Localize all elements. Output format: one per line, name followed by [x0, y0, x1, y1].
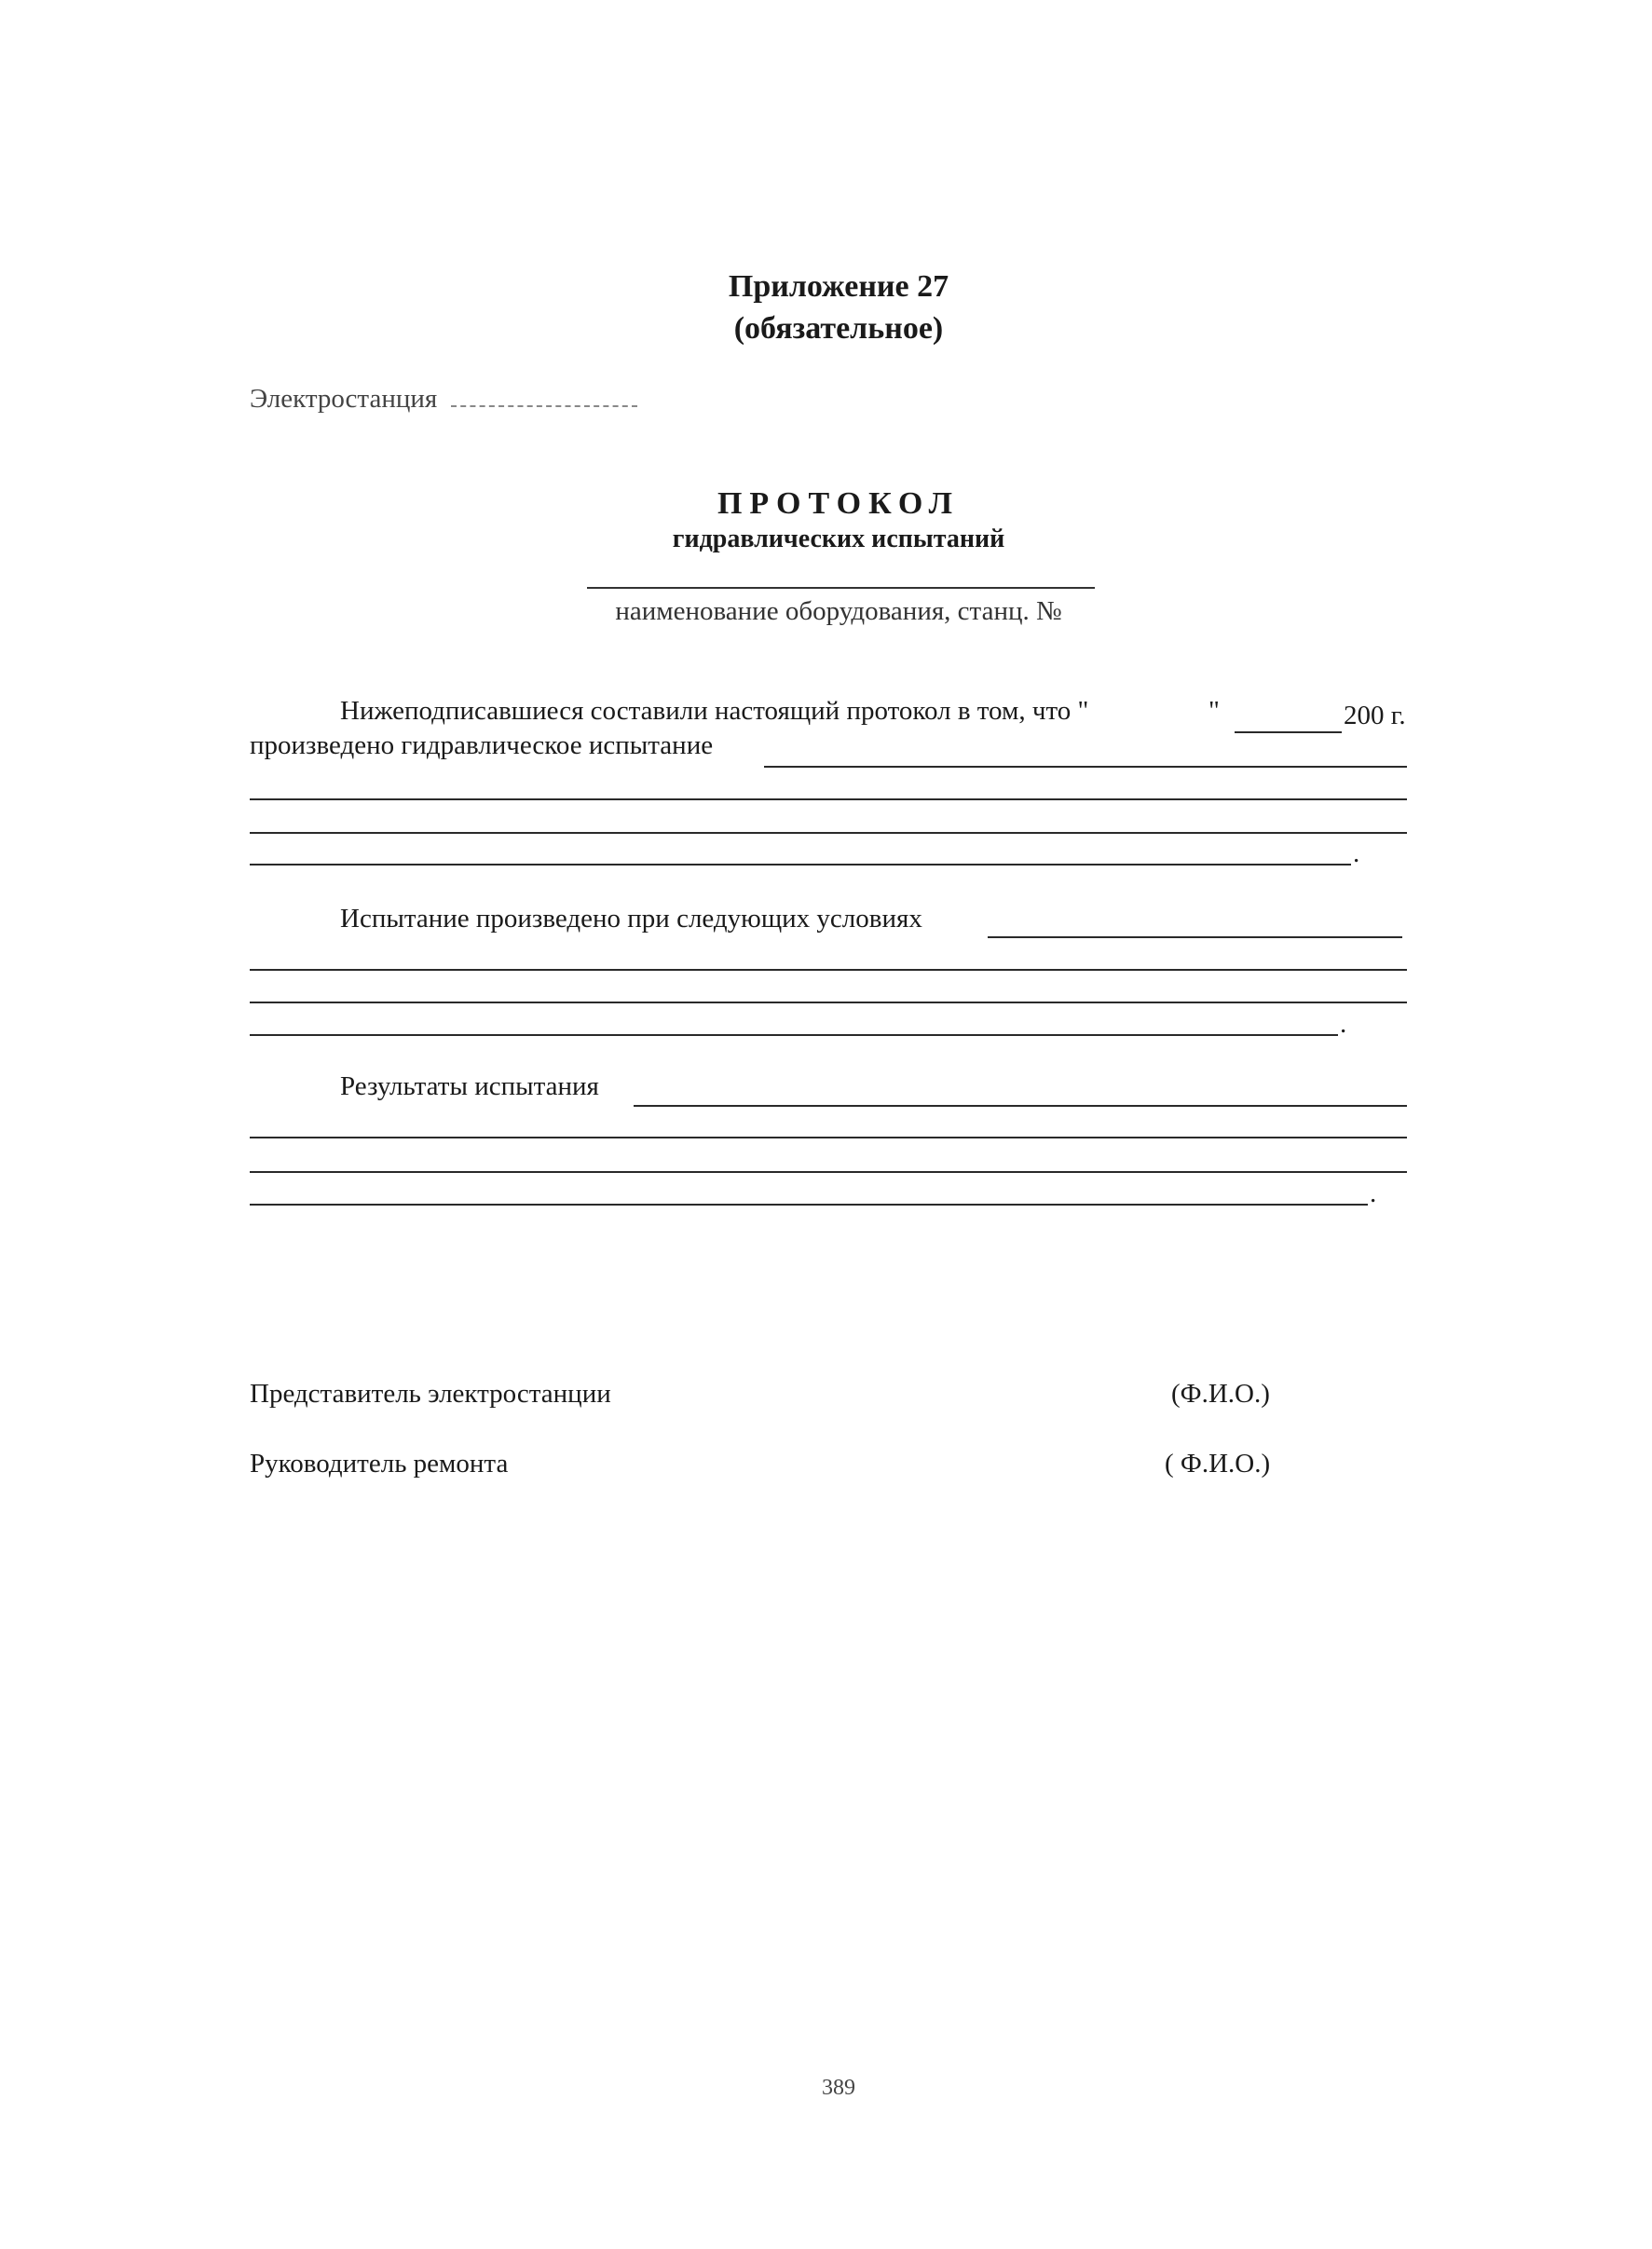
test-fill-line-2[interactable] [250, 798, 1407, 800]
test-fill-line-3[interactable] [250, 832, 1407, 834]
intro-year: 200 г. [1344, 701, 1406, 730]
conditions-period: . [1340, 1009, 1347, 1039]
results-fill-line-4[interactable] [250, 1204, 1368, 1206]
equipment-fill-line[interactable] [587, 587, 1095, 589]
results-fill-line-1[interactable] [634, 1105, 1407, 1107]
appendix-title: Приложение 27 [728, 269, 949, 304]
test-fill-line-1[interactable] [764, 766, 1407, 768]
appendix-subtitle: (обязательное) [733, 311, 944, 346]
protocol-title: ПРОТОКОЛ [717, 486, 961, 521]
conditions-text: Испытание произведено при следующих условиях [340, 904, 922, 934]
conditions-fill-line-3[interactable] [250, 1002, 1407, 1003]
results-period: . [1370, 1179, 1377, 1208]
station-field [250, 384, 637, 415]
conditions-fill-line-2[interactable] [250, 969, 1407, 971]
test-fill-line-4[interactable] [250, 864, 1351, 866]
repair-head-label: Руководитель ремонта [250, 1449, 509, 1479]
intro-line2: произведено гидравлическое испытание [250, 730, 714, 760]
results-text: Результаты испытания [340, 1071, 599, 1101]
station-label: Электростанция [250, 384, 438, 414]
test-period: . [1353, 838, 1360, 868]
repair-head-fio: ( Ф.И.О.) [1165, 1449, 1271, 1479]
conditions-fill-line-1[interactable] [988, 936, 1402, 938]
conditions-fill-line-4[interactable] [250, 1034, 1338, 1036]
intro-quote-close: " [1208, 696, 1220, 726]
representative-fio: (Ф.И.О.) [1171, 1379, 1270, 1409]
representative-label: Представитель электростанции [250, 1379, 611, 1409]
date-month-line[interactable] [1235, 731, 1342, 733]
protocol-subtitle: гидравлических испытаний [672, 525, 1005, 553]
results-fill-line-3[interactable] [250, 1171, 1407, 1173]
equipment-caption: наименование оборудования, станц. № [615, 596, 1062, 626]
page-number: 389 [822, 2076, 855, 2100]
results-fill-line-2[interactable] [250, 1137, 1407, 1138]
station-fill-line[interactable] [451, 402, 637, 407]
intro-text: Нижеподписавшиеся составили настоящий протокол в том, что " [340, 696, 1089, 726]
